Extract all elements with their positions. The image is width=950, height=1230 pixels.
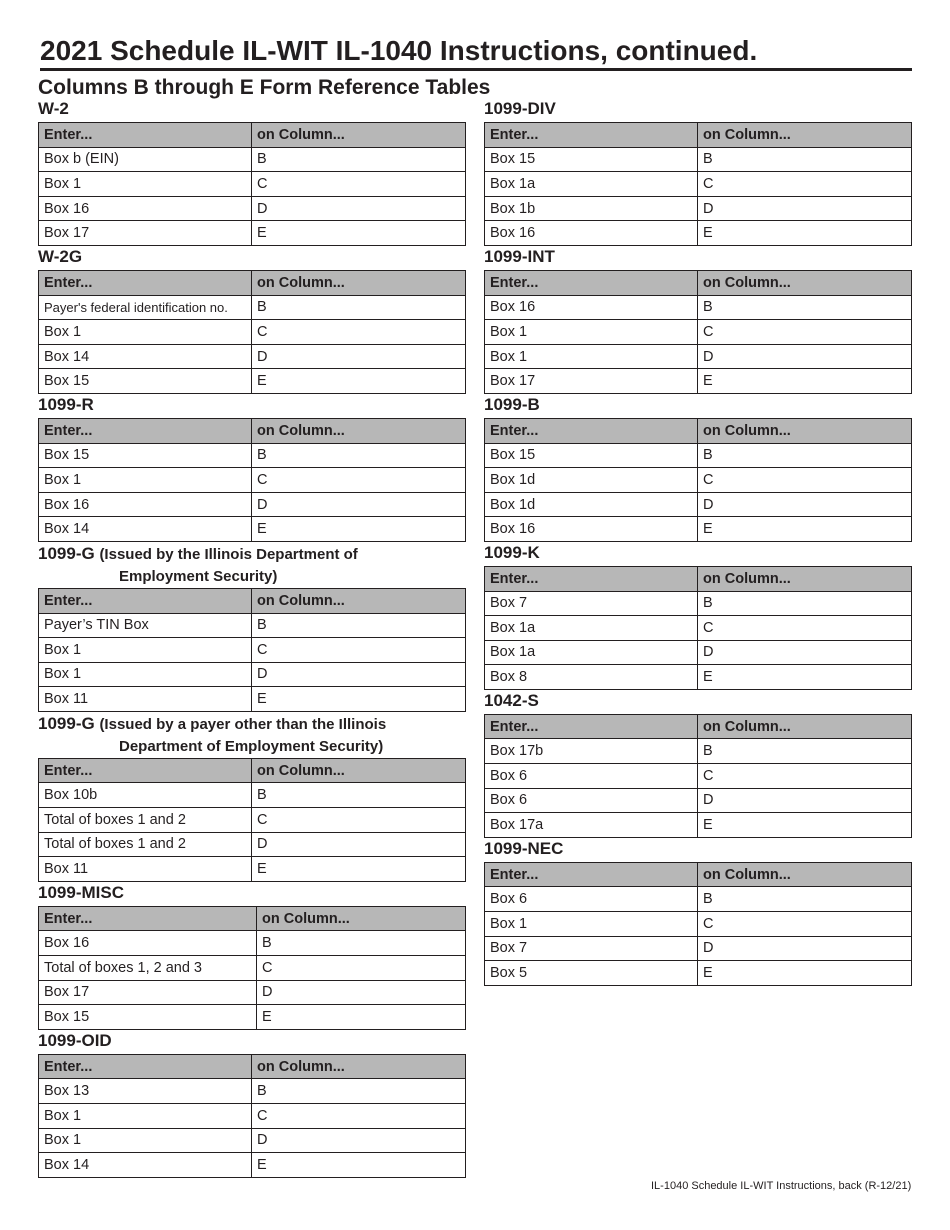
- box-cell: Payer's federal identification no.: [39, 295, 252, 320]
- form-heading: [484, 542, 912, 566]
- form-heading: [38, 882, 466, 906]
- form-table-1099-oid: [38, 1030, 466, 1178]
- header-on-column: on Column...: [698, 566, 912, 591]
- table-row: [39, 443, 466, 468]
- table-row: [485, 221, 912, 246]
- form-heading: [38, 394, 466, 418]
- table-row: [485, 172, 912, 197]
- reference-table: [484, 270, 912, 394]
- table-row: [485, 492, 912, 517]
- form-table-1099-r: [38, 394, 466, 542]
- header-enter: Enter...: [485, 714, 698, 739]
- column-cell: D: [698, 196, 912, 221]
- header-on-column: on Column...: [698, 418, 912, 443]
- table-row: [39, 1104, 466, 1129]
- column-cell: B: [257, 931, 466, 956]
- box-cell: Box 14: [39, 517, 252, 542]
- box-cell: Box 1: [39, 1104, 252, 1129]
- right-column: [484, 98, 912, 986]
- table-row: [485, 443, 912, 468]
- box-cell: Box 6: [485, 887, 698, 912]
- column-cell: E: [252, 687, 466, 712]
- column-cell: B: [698, 443, 912, 468]
- box-cell: Box 14: [39, 1153, 252, 1178]
- table-row: [485, 591, 912, 616]
- form-title: 1099-MISC: [38, 882, 124, 902]
- header-enter: Enter...: [39, 906, 257, 931]
- column-cell: C: [252, 808, 466, 833]
- column-cell: E: [698, 665, 912, 690]
- box-cell: Box 16: [485, 221, 698, 246]
- box-cell: Box 11: [39, 857, 252, 882]
- box-cell: Box 16: [485, 295, 698, 320]
- table-row: [485, 739, 912, 764]
- table-row: [485, 616, 912, 641]
- form-title: W-2: [38, 99, 69, 118]
- column-cell: C: [698, 320, 912, 345]
- header-enter: Enter...: [485, 123, 698, 148]
- box-cell: Box 15: [39, 369, 252, 394]
- box-cell: Box 1a: [485, 640, 698, 665]
- column-cell: D: [252, 344, 466, 369]
- table-header-row: [39, 588, 466, 613]
- form-title: 1099-DIV: [484, 99, 556, 118]
- table-row: [39, 687, 466, 712]
- form-title: 1099-G: [38, 713, 95, 733]
- column-cell: B: [698, 147, 912, 172]
- table-row: [485, 320, 912, 345]
- page-footer: IL-1040 Schedule IL-WIT Instructions, back (R-12/21): [651, 1180, 912, 1192]
- form-subtitle-continued: Employment Security): [119, 567, 278, 585]
- column-cell: D: [698, 344, 912, 369]
- header-enter: Enter...: [39, 758, 252, 783]
- column-cell: C: [252, 172, 466, 197]
- header-enter: Enter...: [485, 862, 698, 887]
- table-row: [485, 961, 912, 986]
- form-table-1099-int: [484, 246, 912, 394]
- form-heading: [484, 690, 912, 714]
- column-cell: D: [252, 832, 466, 857]
- box-cell: Box 1: [39, 1128, 252, 1153]
- box-cell: Total of boxes 1 and 2: [39, 832, 252, 857]
- form-heading: [484, 98, 912, 122]
- table-row: [485, 936, 912, 961]
- column-cell: E: [698, 369, 912, 394]
- table-row: [485, 665, 912, 690]
- table-row: [485, 468, 912, 493]
- left-column: [38, 98, 466, 1178]
- column-cell: E: [252, 369, 466, 394]
- column-cell: D: [698, 936, 912, 961]
- form-title: 1042-S: [484, 690, 539, 710]
- column-cell: B: [698, 295, 912, 320]
- box-cell: Box 1: [39, 468, 252, 493]
- table-row: [485, 295, 912, 320]
- column-cell: C: [698, 912, 912, 937]
- reference-table: [484, 862, 912, 986]
- table-row: [39, 662, 466, 687]
- table-header-row: [39, 270, 466, 295]
- column-cell: E: [698, 961, 912, 986]
- table-row: [39, 808, 466, 833]
- header-on-column: on Column...: [257, 906, 466, 931]
- header-enter: Enter...: [485, 270, 698, 295]
- header-enter: Enter...: [485, 566, 698, 591]
- column-cell: E: [698, 221, 912, 246]
- form-heading: [38, 712, 466, 758]
- table-row: [485, 640, 912, 665]
- table-header-row: [39, 758, 466, 783]
- box-cell: Box 11: [39, 687, 252, 712]
- column-cell: D: [698, 492, 912, 517]
- column-cell: C: [252, 1104, 466, 1129]
- table-header-row: [485, 418, 912, 443]
- table-row: [485, 912, 912, 937]
- box-cell: Box 6: [485, 788, 698, 813]
- form-table-1099-nec: [484, 838, 912, 986]
- box-cell: Total of boxes 1, 2 and 3: [39, 956, 257, 981]
- form-heading: [38, 542, 466, 588]
- table-header-row: [485, 270, 912, 295]
- form-table-1099-g: [38, 712, 466, 882]
- box-cell: Box 5: [485, 961, 698, 986]
- table-row: [39, 832, 466, 857]
- header-on-column: on Column...: [698, 862, 912, 887]
- section-title: Columns B through E Form Reference Tables: [38, 76, 491, 99]
- table-row: [485, 764, 912, 789]
- box-cell: Box 1a: [485, 616, 698, 641]
- box-cell: Box b (EIN): [39, 147, 252, 172]
- table-header-row: [485, 862, 912, 887]
- table-row: [39, 295, 466, 320]
- table-row: [39, 1153, 466, 1178]
- box-cell: Total of boxes 1 and 2: [39, 808, 252, 833]
- table-row: [485, 887, 912, 912]
- form-table-1099-div: [484, 98, 912, 246]
- table-header-row: [485, 566, 912, 591]
- box-cell: Box 17a: [485, 813, 698, 838]
- reference-table: [484, 566, 912, 690]
- column-cell: B: [252, 147, 466, 172]
- box-cell: Box 17: [485, 369, 698, 394]
- form-table-w-2g: [38, 246, 466, 394]
- form-title: W-2G: [38, 246, 83, 266]
- table-row: [39, 1079, 466, 1104]
- box-cell: Box 13: [39, 1079, 252, 1104]
- header-on-column: on Column...: [252, 418, 466, 443]
- box-cell: Box 1d: [485, 468, 698, 493]
- form-title: 1099-R: [38, 394, 94, 414]
- box-cell: Payer’s TIN Box: [39, 613, 252, 638]
- column-cell: E: [252, 857, 466, 882]
- form-subtitle: (Issued by a payer other than the Illinois: [99, 715, 387, 733]
- box-cell: Box 17: [39, 221, 252, 246]
- table-row: [39, 857, 466, 882]
- column-cell: D: [257, 980, 466, 1005]
- page-title: 2021 Schedule IL-WIT IL-1040 Instructions, continued.: [40, 34, 912, 71]
- box-cell: Box 15: [39, 443, 252, 468]
- header-enter: Enter...: [485, 418, 698, 443]
- reference-table: [38, 122, 466, 246]
- form-table-1042-s: [484, 690, 912, 838]
- box-cell: Box 1: [485, 344, 698, 369]
- header-on-column: on Column...: [698, 714, 912, 739]
- form-table-1099-misc: [38, 882, 466, 1030]
- box-cell: Box 8: [485, 665, 698, 690]
- header-enter: Enter...: [39, 270, 252, 295]
- table-row: [39, 1128, 466, 1153]
- table-row: [39, 468, 466, 493]
- column-cell: B: [252, 1079, 466, 1104]
- reference-table: [38, 758, 466, 882]
- box-cell: Box 14: [39, 344, 252, 369]
- table-row: [39, 931, 466, 956]
- table-row: [39, 172, 466, 197]
- column-cell: C: [252, 320, 466, 345]
- header-on-column: on Column...: [698, 270, 912, 295]
- form-subtitle-continued: Department of Employment Security): [119, 737, 384, 755]
- column-cell: E: [252, 1153, 466, 1178]
- box-cell: Box 6: [485, 764, 698, 789]
- table-row: [39, 613, 466, 638]
- column-cell: D: [698, 788, 912, 813]
- form-subtitle: (Issued by the Illinois Department of: [99, 545, 358, 563]
- table-row: [39, 196, 466, 221]
- box-cell: Box 16: [39, 196, 252, 221]
- form-table-1099-g: [38, 542, 466, 712]
- box-cell: Box 16: [39, 492, 252, 517]
- box-cell: Box 15: [485, 443, 698, 468]
- form-table-1099-b: [484, 394, 912, 542]
- column-cell: E: [698, 813, 912, 838]
- box-cell: Box 1b: [485, 196, 698, 221]
- header-enter: Enter...: [39, 123, 252, 148]
- table-header-row: [485, 714, 912, 739]
- header-on-column: on Column...: [252, 758, 466, 783]
- box-cell: Box 1a: [485, 172, 698, 197]
- header-enter: Enter...: [39, 1054, 252, 1079]
- table-row: [39, 369, 466, 394]
- box-cell: Box 16: [485, 517, 698, 542]
- form-heading: [484, 394, 912, 418]
- box-cell: Box 1: [39, 638, 252, 663]
- table-header-row: [39, 418, 466, 443]
- box-cell: Box 7: [485, 591, 698, 616]
- reference-table: [484, 418, 912, 542]
- column-cell: C: [698, 764, 912, 789]
- column-cell: B: [698, 887, 912, 912]
- box-cell: Box 1: [39, 662, 252, 687]
- table-row: [39, 320, 466, 345]
- header-enter: Enter...: [39, 588, 252, 613]
- reference-table: [38, 1054, 466, 1178]
- table-header-row: [39, 906, 466, 931]
- column-cell: B: [698, 739, 912, 764]
- column-cell: C: [698, 468, 912, 493]
- header-on-column: on Column...: [252, 1054, 466, 1079]
- column-cell: B: [252, 783, 466, 808]
- column-cell: B: [698, 591, 912, 616]
- table-row: [485, 517, 912, 542]
- form-table-w-2: [38, 98, 466, 246]
- table-row: [485, 344, 912, 369]
- reference-table: [484, 714, 912, 838]
- table-row: [485, 147, 912, 172]
- box-cell: Box 1: [485, 320, 698, 345]
- header-enter: Enter...: [39, 418, 252, 443]
- form-heading: [38, 1030, 466, 1054]
- table-row: [485, 813, 912, 838]
- column-cell: E: [252, 221, 466, 246]
- table-row: [39, 956, 466, 981]
- box-cell: Box 1d: [485, 492, 698, 517]
- header-on-column: on Column...: [698, 123, 912, 148]
- table-row: [39, 638, 466, 663]
- form-heading: [484, 838, 912, 862]
- column-cell: D: [252, 662, 466, 687]
- table-row: [485, 788, 912, 813]
- box-cell: Box 1: [39, 172, 252, 197]
- column-cell: E: [698, 517, 912, 542]
- header-on-column: on Column...: [252, 588, 466, 613]
- column-cell: D: [252, 1128, 466, 1153]
- form-heading: [484, 246, 912, 270]
- table-row: [39, 147, 466, 172]
- column-cell: D: [698, 640, 912, 665]
- box-cell: Box 17b: [485, 739, 698, 764]
- form-table-1099-k: [484, 542, 912, 690]
- box-cell: Box 1: [39, 320, 252, 345]
- reference-table: [38, 270, 466, 394]
- table-row: [39, 221, 466, 246]
- table-header-row: [485, 123, 912, 148]
- table-row: [39, 517, 466, 542]
- column-cell: B: [252, 443, 466, 468]
- column-cell: B: [252, 295, 466, 320]
- table-header-row: [39, 1054, 466, 1079]
- column-cell: D: [252, 196, 466, 221]
- header-on-column: on Column...: [252, 123, 466, 148]
- column-cell: C: [698, 172, 912, 197]
- column-cell: E: [252, 517, 466, 542]
- form-heading: [38, 246, 466, 270]
- reference-table: [38, 588, 466, 712]
- column-cell: C: [252, 638, 466, 663]
- column-cell: C: [257, 956, 466, 981]
- box-cell: Box 7: [485, 936, 698, 961]
- column-cell: C: [698, 616, 912, 641]
- column-cell: B: [252, 613, 466, 638]
- table-row: [39, 783, 466, 808]
- form-title: 1099-K: [484, 542, 540, 562]
- table-header-row: [39, 123, 466, 148]
- column-cell: C: [252, 468, 466, 493]
- box-cell: Box 15: [485, 147, 698, 172]
- form-title: 1099-B: [484, 394, 540, 414]
- table-row: [485, 369, 912, 394]
- form-title: 1099-INT: [484, 246, 555, 266]
- reference-table: [38, 906, 466, 1030]
- reference-table: [484, 122, 912, 246]
- table-row: [39, 492, 466, 517]
- column-cell: E: [257, 1005, 466, 1030]
- header-on-column: on Column...: [252, 270, 466, 295]
- form-title: 1099-NEC: [484, 838, 564, 858]
- box-cell: Box 15: [39, 1005, 257, 1030]
- column-cell: D: [252, 492, 466, 517]
- box-cell: Box 1: [485, 912, 698, 937]
- form-title: 1099-OID: [38, 1030, 112, 1050]
- form-heading: [38, 98, 466, 122]
- table-row: [39, 1005, 466, 1030]
- table-row: [39, 980, 466, 1005]
- form-title: 1099-G: [38, 543, 95, 563]
- table-row: [485, 196, 912, 221]
- reference-table: [38, 418, 466, 542]
- box-cell: Box 10b: [39, 783, 252, 808]
- box-cell: Box 17: [39, 980, 257, 1005]
- table-row: [39, 344, 466, 369]
- box-cell: Box 16: [39, 931, 257, 956]
